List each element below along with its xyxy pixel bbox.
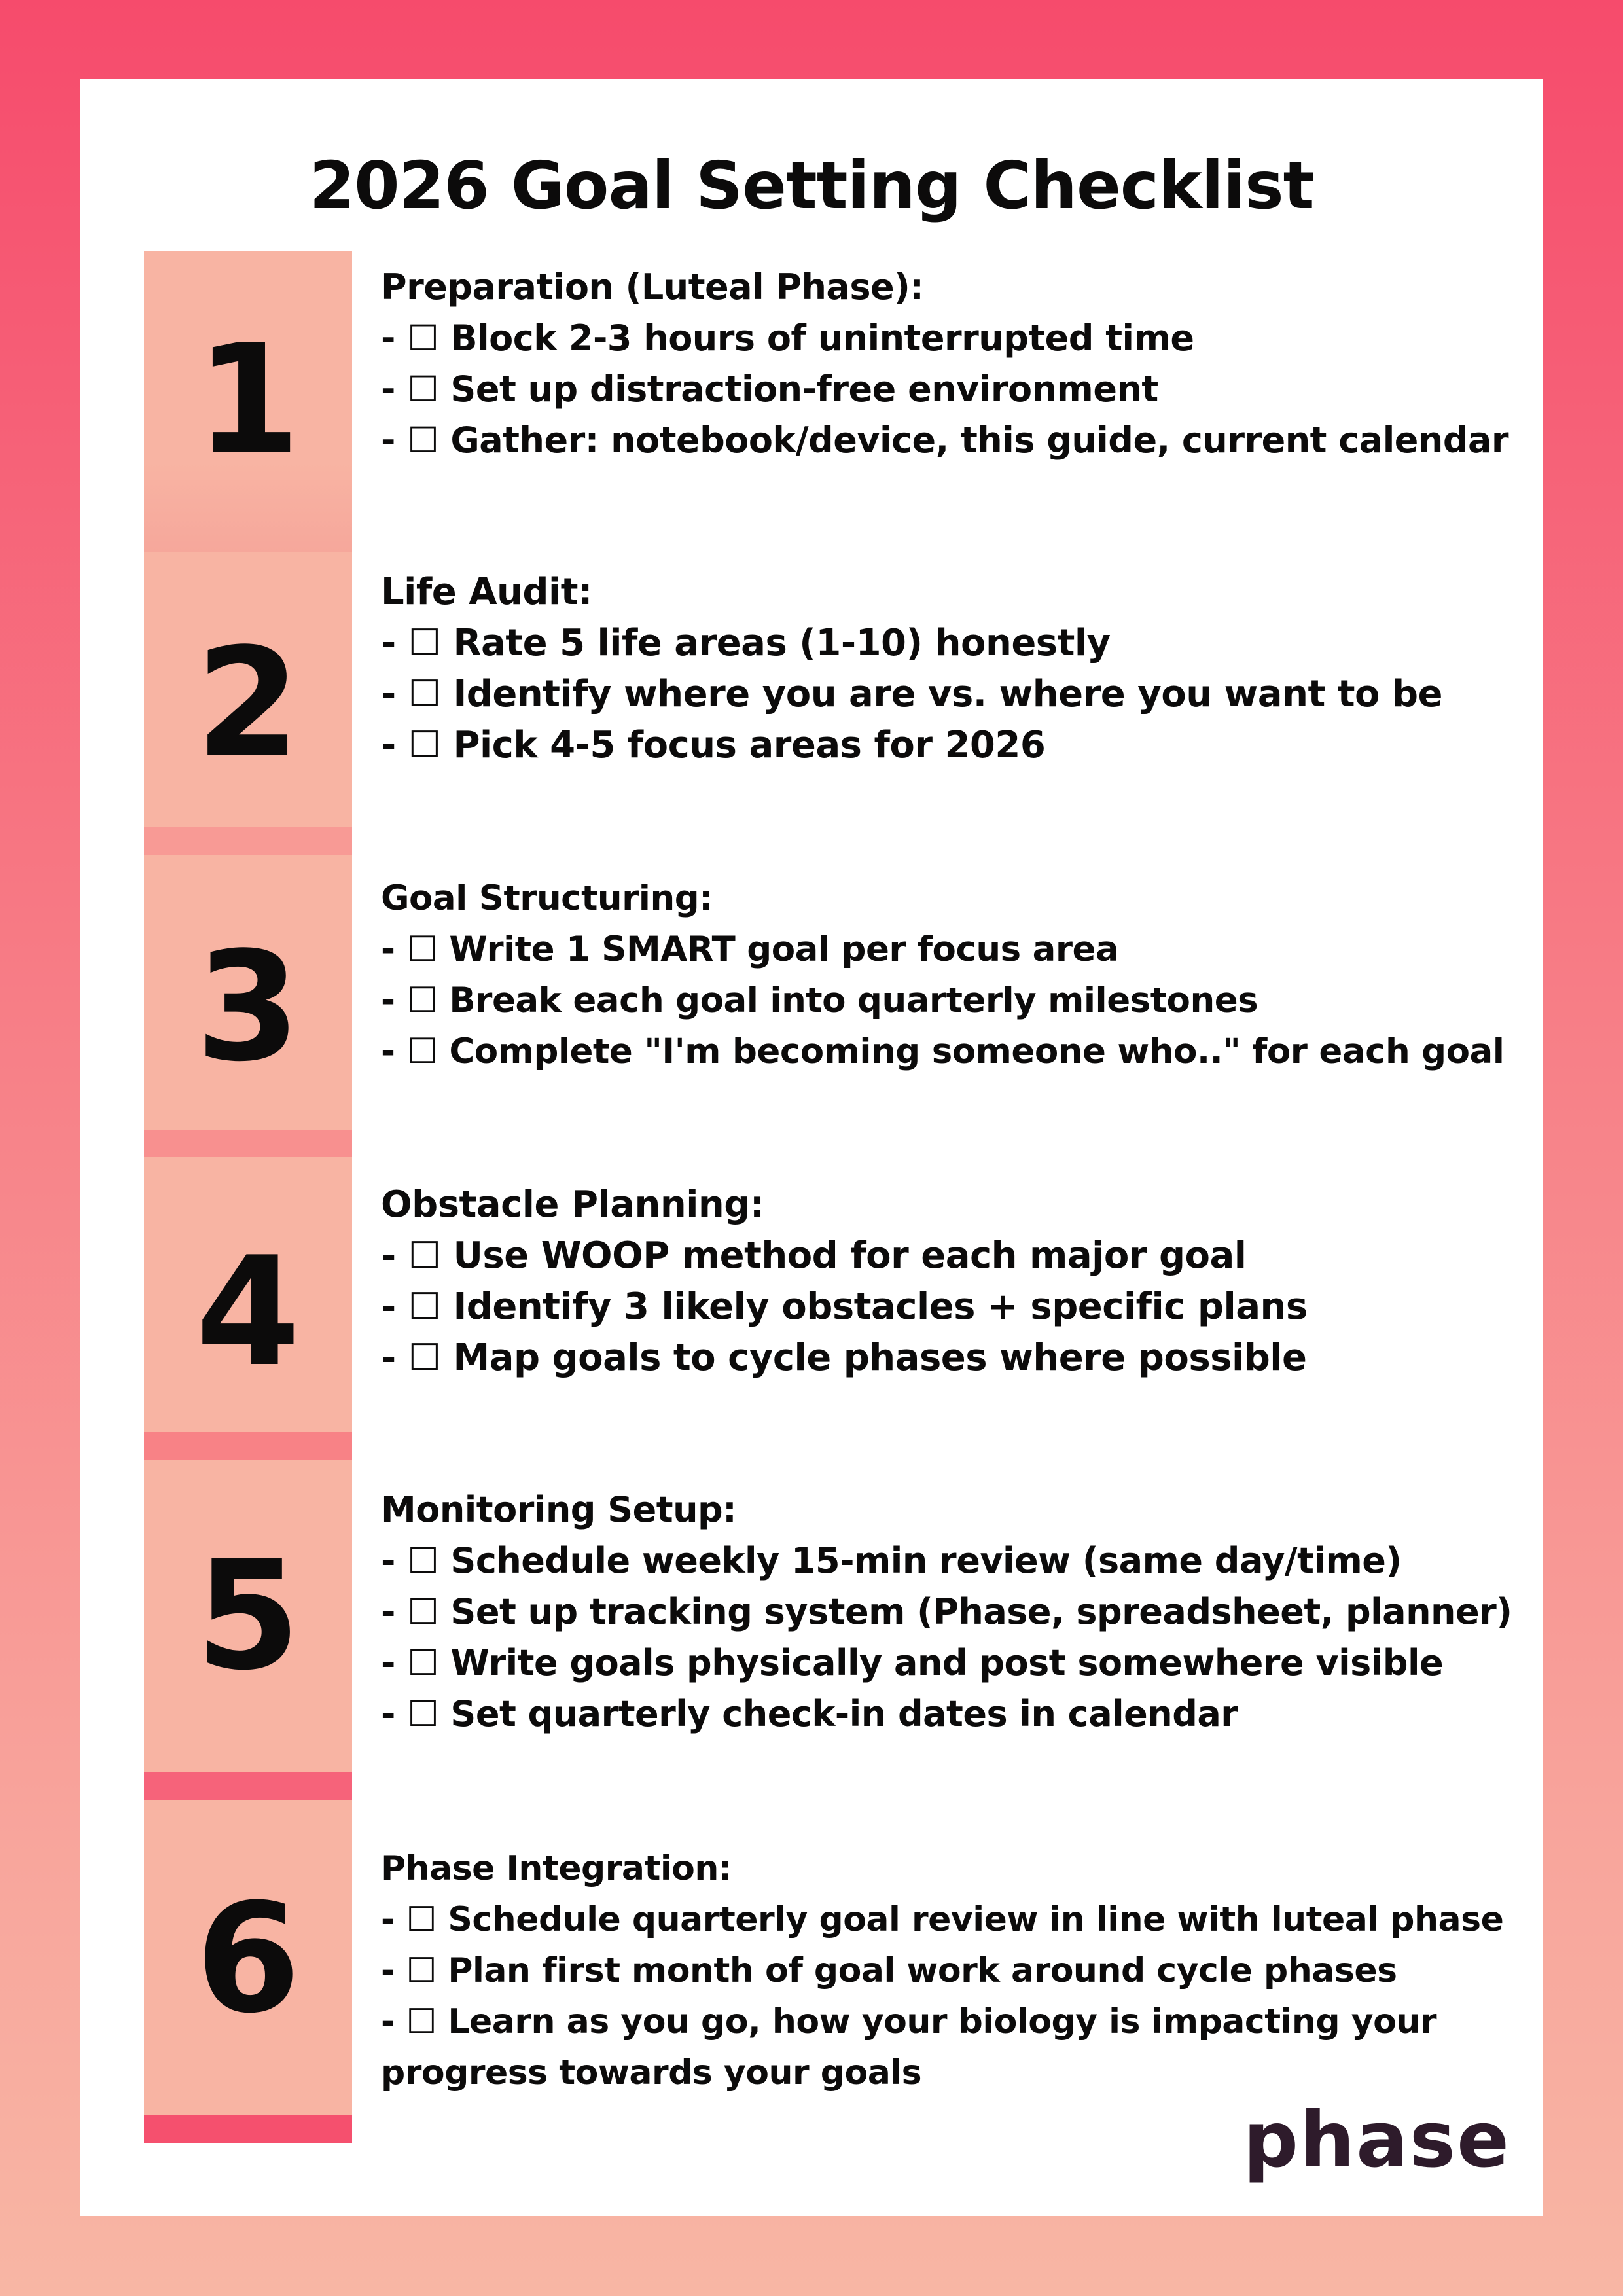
checklist-item[interactable]: - ☐ Identify where you are vs. where you want to be — [381, 673, 1443, 715]
section-heading: Preparation (Luteal Phase): — [381, 266, 924, 308]
step-number-3: 3 — [195, 920, 301, 1095]
checklist-item[interactable]: - ☐ Break each goal into quarterly milestones — [381, 980, 1258, 1020]
checklist-item[interactable]: - ☐ Gather: notebook/device, this guide, current calendar — [381, 420, 1509, 461]
page-title: 2026 Goal Setting Checklist — [309, 147, 1314, 224]
checklist-item[interactable]: - ☐ Map goals to cycle phases where possible — [381, 1336, 1307, 1379]
phase-logo: phase — [1243, 2094, 1510, 2185]
checklist-item[interactable]: - ☐ Pick 4-5 focus areas for 2026 — [381, 724, 1046, 766]
checklist-card — [80, 79, 1543, 2216]
checklist-item[interactable]: - ☐ Set up distraction-free environment — [381, 368, 1158, 410]
section-heading: Life Audit: — [381, 571, 592, 613]
checklist-item[interactable]: - ☐ Complete "I'm becoming someone who.." for each goal — [381, 1031, 1505, 1071]
checklist-item[interactable]: - ☐ Learn as you go, how your biology is impacting your progress towards your goals — [381, 2002, 1437, 2092]
section-monitoring-setup — [381, 1484, 1520, 1740]
checklist-item[interactable]: - ☐ Write goals physically and post somewhere visible — [381, 1642, 1444, 1683]
section-phase-integration — [381, 1843, 1520, 2098]
step-number-6: 6 — [195, 1872, 301, 2047]
stripe-separator-4 — [144, 1432, 352, 1460]
checklist-item[interactable]: - ☐ Identify 3 likely obstacles + specific plans — [381, 1285, 1308, 1328]
step-number-1: 1 — [195, 313, 301, 488]
checklist-item[interactable]: - ☐ Schedule quarterly goal review in line with luteal phase — [381, 1900, 1504, 1939]
checklist-item[interactable]: - ☐ Block 2-3 hours of uninterrupted time — [381, 317, 1194, 359]
step-number-2: 2 — [195, 617, 301, 791]
checklist-item[interactable]: - ☐ Schedule weekly 15-min review (same day/time) — [381, 1540, 1402, 1581]
section-preparation — [381, 262, 1520, 466]
section-heading: Phase Integration: — [381, 1849, 732, 1888]
checklist-item[interactable]: - ☐ Set quarterly check-in dates in calendar — [381, 1693, 1238, 1734]
stripe-separator-3 — [144, 1130, 352, 1157]
checklist-item[interactable]: - ☐ Rate 5 life areas (1-10) honestly — [381, 622, 1111, 664]
section-heading: Obstacle Planning: — [381, 1183, 764, 1226]
stripe-separator-2 — [144, 827, 352, 855]
stripe-separator-5 — [144, 1772, 352, 1800]
checklist-item[interactable]: - ☐ Set up tracking system (Phase, spreadsheet, planner) — [381, 1591, 1512, 1632]
checklist-item[interactable]: - ☐ Plan first month of goal work around cycle phases — [381, 1951, 1397, 1990]
section-life-audit — [381, 567, 1520, 771]
section-heading: Monitoring Setup: — [381, 1489, 737, 1530]
section-obstacle-planning — [381, 1179, 1520, 1384]
checklist-item[interactable]: - ☐ Write 1 SMART goal per focus area — [381, 929, 1119, 969]
checklist-item[interactable]: - ☐ Use WOOP method for each major goal — [381, 1234, 1247, 1277]
stripe-separator-6 — [144, 2115, 352, 2143]
section-goal-structuring — [381, 873, 1520, 1077]
section-heading: Goal Structuring: — [381, 878, 713, 918]
step-number-4: 4 — [195, 1225, 301, 1400]
step-number-5: 5 — [195, 1529, 301, 1704]
number-stripe — [144, 251, 352, 2143]
